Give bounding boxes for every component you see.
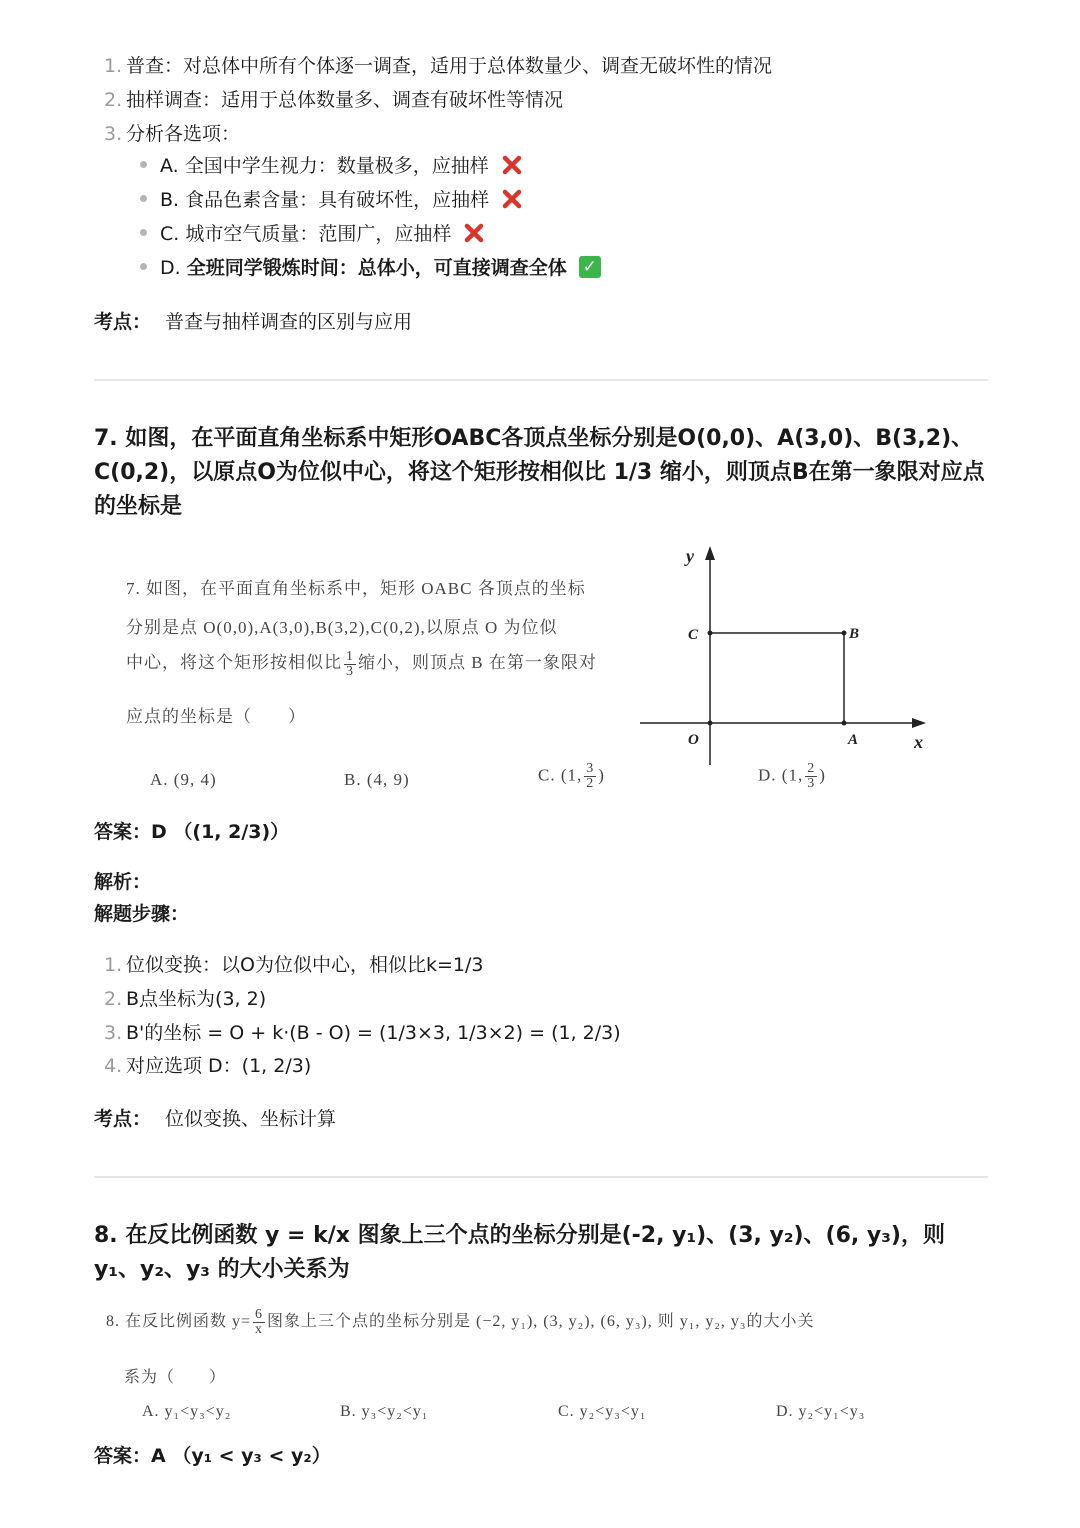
- scan-text: ): [819, 765, 826, 785]
- fraction: [344, 650, 356, 679]
- point-c: [708, 631, 713, 636]
- kaodian-text: 位似变换、坐标计算: [165, 1108, 337, 1130]
- label-a: A: [848, 732, 859, 748]
- q7-scan-line3: [126, 648, 597, 679]
- fraction: [253, 1308, 265, 1337]
- label-c: C: [688, 627, 699, 643]
- step-number: 3.: [104, 1022, 123, 1044]
- q7-scan-line1: 7. 如图，在平面直角坐标系中，矩形 OABC 各顶点的坐标: [126, 579, 586, 598]
- q7-step-4: [104, 1054, 311, 1078]
- q7-option-a: A. (9, 4): [150, 770, 217, 789]
- check-mark-icon: ✓: [579, 256, 601, 278]
- bullet-dot: [140, 195, 147, 202]
- option-bold-text: 全班同学锻炼时间：总体小，可直接调查全体: [186, 257, 567, 279]
- q8-title: 8. 在反比例函数 y = k/x 图象上三个点的坐标分别是(-2, y₁)、(3, y₂)、(6, y₃)，则 y₁、y₂、y₃ 的大小关系为: [94, 1223, 945, 1282]
- divider: [94, 379, 988, 381]
- q8-option-a: A. y₁<y₃<y₂: [142, 1403, 232, 1420]
- fraction: [584, 762, 596, 791]
- kaodian-q7: [94, 1107, 336, 1131]
- q7-coordinate-figure: [636, 540, 936, 770]
- y-axis-arrow: [705, 546, 715, 560]
- x-axis-arrow: [912, 718, 926, 728]
- step-number: 4.: [104, 1055, 123, 1077]
- fraction-numerator: 3: [586, 761, 595, 776]
- label-b: B: [849, 626, 860, 642]
- step-text: 普查：对总体中所有个体逐一调查，适用于总体数量少、调查无破坏性的情况: [126, 55, 773, 77]
- intro-step-1: [104, 54, 772, 78]
- point-b: [842, 631, 847, 636]
- step-number: 3.: [104, 123, 123, 145]
- q7-scan-line4: 应点的坐标是（ ）: [126, 707, 306, 726]
- step-number: 2.: [104, 988, 123, 1010]
- fraction-numerator: 2: [807, 761, 816, 776]
- kaodian-text: 普查与抽样调查的区别与应用: [165, 311, 413, 333]
- kaodian-label: 考点：: [94, 1108, 152, 1130]
- bullet-dot: [140, 161, 147, 168]
- fraction-denominator: 3: [346, 663, 354, 679]
- scan-text: D. (1,: [758, 765, 804, 785]
- q7-steps-label: 解题步骤：: [94, 903, 190, 925]
- q7-step-1: [104, 953, 483, 977]
- scan-text: 8. 在反比例函数 y=: [106, 1313, 252, 1331]
- q7-scan-line2: 分别是点 O(0,0),A(3,0),B(3,2),C(0,2),以原点 O 为位似: [126, 618, 558, 637]
- x-axis-label: x: [914, 732, 923, 752]
- intro-step-2: [104, 88, 563, 112]
- step-text: 对应选项 D：(1, 2/3): [126, 1055, 312, 1077]
- step-text: B点坐标为(3, 2): [126, 988, 267, 1010]
- option-d: [140, 256, 601, 280]
- step-number: 1.: [104, 954, 123, 976]
- q8-scan-line1: [106, 1308, 815, 1337]
- step-number: 2.: [104, 89, 123, 111]
- scan-text: C. (1,: [538, 765, 583, 785]
- fraction-numerator: 1: [346, 648, 354, 664]
- label-o: O: [688, 732, 699, 748]
- q8-option-b: B. y₃<y₂<y₁: [340, 1403, 429, 1420]
- fraction-numerator: 6: [255, 1307, 264, 1322]
- q7-step-2: [104, 987, 266, 1011]
- q7-analysis-label: 解析：: [94, 871, 152, 893]
- point-a: [842, 721, 847, 726]
- kaodian-label: 考点：: [94, 311, 152, 333]
- step-text: 抽样调查：适用于总体数量多、调查有破坏性等情况: [126, 89, 564, 111]
- option-text: A. 全国中学生视力：数量极多，应抽样: [160, 155, 489, 177]
- cross-mark-icon: [463, 222, 485, 244]
- q8-option-d: D. y₂<y₁<y₃: [776, 1403, 866, 1420]
- option-c: [140, 222, 485, 246]
- step-text: B'的坐标 = O + k·(B - O) = (1/3×3, 1/3×2) = (1, 2/3): [126, 1022, 621, 1044]
- option-prefix: D.: [160, 257, 187, 279]
- rectangle-oabc: [710, 633, 844, 723]
- bullet-dot: [140, 263, 147, 270]
- option-text: B. 食品色素含量：具有破坏性，应抽样: [160, 189, 490, 211]
- bullet-dot: [140, 229, 147, 236]
- option-text: C. 城市空气质量：范围广，应抽样: [160, 223, 452, 245]
- option-a: [140, 154, 523, 178]
- step-text: 分析各选项：: [126, 123, 241, 145]
- cross-mark-icon: [501, 188, 523, 210]
- option-b: [140, 188, 523, 212]
- q8-option-c: C. y₂<y₃<y₁: [558, 1403, 647, 1420]
- fraction-denominator: 3: [807, 776, 816, 791]
- fraction-denominator: 2: [586, 776, 595, 791]
- q7-option-b: B. (4, 9): [344, 770, 410, 789]
- kaodian-q6: [94, 310, 412, 334]
- scan-text: 图象上三个点的坐标分别是 (−2, y₁), (3, y₂), (6, y₃), 则 y₁, y₂, y₃的大小关: [267, 1313, 815, 1331]
- q7-step-3: [104, 1021, 621, 1045]
- q8-scan-line2: 系为（ ）: [124, 1369, 227, 1386]
- scan-text: 缩小，则顶点 B 在第一象限对: [358, 653, 597, 672]
- cross-mark-icon: [501, 154, 523, 176]
- q8-answer: 答案：A （y₁ < y₃ < y₂）: [94, 1445, 331, 1467]
- step-number: 1.: [104, 55, 123, 77]
- y-axis-label: y: [686, 546, 694, 566]
- fraction-denominator: x: [255, 1322, 264, 1337]
- q7-answer: 答案：D （(1, 2/3)）: [94, 821, 290, 843]
- q7-option-c: [538, 762, 605, 791]
- divider: [94, 1176, 988, 1178]
- intro-step-3: [104, 122, 240, 146]
- step-text: 位似变换：以O为位似中心，相似比k=1/3: [126, 954, 484, 976]
- scan-text: ): [598, 765, 605, 785]
- point-o: [708, 721, 713, 726]
- scan-text: 中心，将这个矩形按相似比: [126, 653, 342, 672]
- q7-title: 7. 如图，在平面直角坐标系中矩形OABC各顶点坐标分别是O(0,0)、A(3,0)、B(3,2)、C(0,2)，以原点O为位似中心，将这个矩形按相似比 1/3 缩小，则顶点B在第一象限对应点的坐标是: [94, 426, 985, 519]
